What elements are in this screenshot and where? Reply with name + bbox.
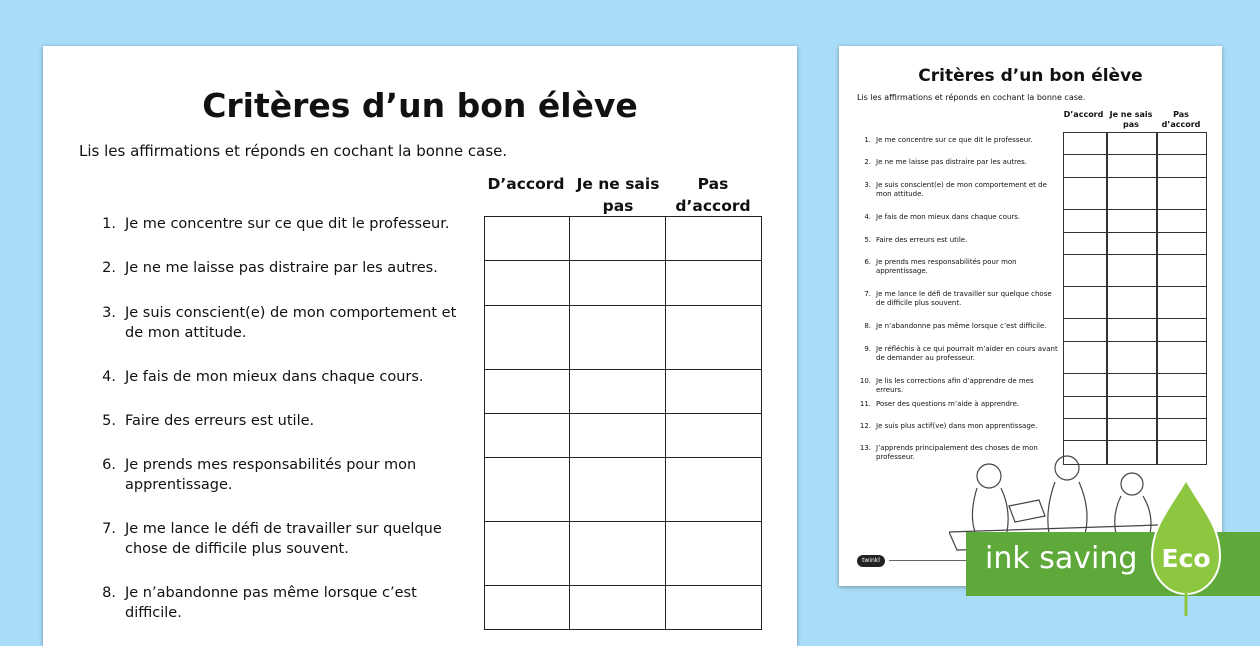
statement-number: 3.	[102, 305, 116, 321]
preview-checkbox-unsure[interactable]	[1106, 396, 1158, 419]
preview-statement-number: 12.	[859, 422, 871, 430]
preview-checkbox-disagree[interactable]	[1156, 132, 1207, 155]
preview-checkbox-agree[interactable]	[1063, 396, 1108, 419]
checkbox-agree[interactable]	[484, 521, 570, 586]
worksheet-large	[43, 46, 797, 646]
eco-label: Eco	[1161, 544, 1211, 573]
preview-statement-number: 5.	[864, 236, 871, 244]
preview-statement-item	[859, 213, 1059, 222]
statement-item	[93, 214, 468, 234]
checkbox-disagree[interactable]	[665, 585, 762, 630]
preview-statement-number: 4.	[864, 213, 871, 221]
preview-statement-text: Je réfléchis à ce qui pourrait m’aider en cours avant de demander au professeur.	[876, 345, 1058, 362]
checkbox-disagree[interactable]	[665, 369, 762, 414]
preview-statement-text: Je fais de mon mieux dans chaque cours.	[876, 213, 1021, 221]
checkbox-agree[interactable]	[484, 305, 570, 370]
checkbox-unsure[interactable]	[569, 260, 666, 306]
preview-checkbox-disagree[interactable]	[1156, 177, 1207, 210]
preview-statement-item	[859, 181, 1059, 199]
preview-statement-item	[859, 345, 1059, 363]
preview-statement-text: Je suis conscient(e) de mon comportement et de mon attitude.	[876, 181, 1047, 198]
preview-statement-item	[859, 258, 1059, 276]
preview-statement-number: 7.	[864, 290, 871, 298]
statement-item	[93, 411, 468, 431]
statement-item	[93, 583, 468, 623]
preview-statement-number: 10.	[859, 377, 871, 385]
column-header-disagree: Pas d’accord	[675, 175, 751, 215]
statement-number: 5.	[102, 413, 116, 429]
preview-checkbox-disagree[interactable]	[1156, 209, 1207, 233]
preview-checkbox-disagree[interactable]	[1156, 154, 1207, 178]
preview-statement-number: 1.	[864, 136, 871, 144]
preview-statement-text: Je me lance le défi de travailler sur quelque chose de difficile plus souvent.	[876, 290, 1052, 307]
preview-checkbox-unsure[interactable]	[1106, 154, 1158, 178]
preview-statement-number: 2.	[864, 158, 871, 166]
statement-number: 6.	[102, 457, 116, 473]
statement-text: Je me concentre sur ce que dit le professeur.	[125, 216, 450, 232]
preview-checkbox-agree[interactable]	[1063, 254, 1108, 287]
preview-checkbox-disagree[interactable]	[1156, 286, 1207, 319]
preview-checkbox-disagree[interactable]	[1156, 254, 1207, 287]
checkbox-agree[interactable]	[484, 457, 570, 522]
checkbox-disagree[interactable]	[665, 216, 762, 261]
preview-checkbox-unsure[interactable]	[1106, 318, 1158, 342]
preview-title: Critères d’un bon élève	[918, 66, 1143, 86]
preview-statement-text: Je prends mes responsabilités pour mon apprentissage.	[876, 258, 1017, 275]
preview-statement-number: 9.	[864, 345, 871, 353]
column-header-agree: D’accord	[487, 175, 565, 193]
preview-statement-number: 13.	[859, 444, 871, 452]
preview-statement-item	[859, 136, 1059, 145]
preview-statement-number: 6.	[864, 258, 871, 266]
twinkl-logo: twinkl	[857, 555, 885, 567]
preview-checkbox-unsure[interactable]	[1106, 286, 1158, 319]
preview-checkbox-disagree[interactable]	[1156, 232, 1207, 255]
preview-checkbox-unsure[interactable]	[1106, 232, 1158, 255]
checkbox-unsure[interactable]	[569, 585, 666, 630]
checkbox-disagree[interactable]	[665, 457, 762, 522]
statement-text: Je fais de mon mieux dans chaque cours.	[125, 369, 424, 385]
checkbox-agree[interactable]	[484, 369, 570, 414]
checkbox-unsure[interactable]	[569, 413, 666, 458]
checkbox-unsure[interactable]	[569, 369, 666, 414]
preview-statement-text: Je n’abandonne pas même lorsque c’est difficile.	[876, 322, 1047, 330]
preview-statement-item	[859, 422, 1059, 431]
preview-checkbox-agree[interactable]	[1063, 318, 1108, 342]
instruction-text: Lis les affirmations et réponds en cochant la bonne case.	[79, 142, 508, 160]
preview-checkbox-unsure[interactable]	[1106, 373, 1158, 397]
checkbox-agree[interactable]	[484, 260, 570, 306]
preview-statement-item	[859, 322, 1059, 331]
column-header-unsure: Je ne sais pas	[576, 175, 660, 215]
statement-item	[93, 258, 468, 278]
preview-checkbox-disagree[interactable]	[1156, 418, 1207, 441]
preview-statement-item	[859, 236, 1059, 245]
checkbox-agree[interactable]	[484, 585, 570, 630]
statement-item	[93, 519, 468, 559]
page-title: Critères d’un bon élève	[202, 86, 638, 125]
statement-number: 8.	[102, 585, 116, 601]
statement-number: 7.	[102, 521, 116, 537]
statement-text: Je suis conscient(e) de mon comportement et de mon attitude.	[125, 305, 457, 341]
preview-checkbox-unsure[interactable]	[1106, 209, 1158, 233]
preview-checkbox-unsure[interactable]	[1106, 418, 1158, 441]
preview-checkbox-agree[interactable]	[1063, 373, 1108, 397]
statement-number: 4.	[102, 369, 116, 385]
statement-number: 2.	[102, 260, 116, 276]
statement-item	[93, 303, 468, 343]
preview-statement-number: 11.	[859, 400, 871, 408]
preview-header-agree: D’accord	[1063, 110, 1104, 119]
checkbox-disagree[interactable]	[665, 305, 762, 370]
preview-checkbox-agree[interactable]	[1063, 341, 1108, 374]
preview-checkbox-unsure[interactable]	[1106, 132, 1158, 155]
preview-checkbox-agree[interactable]	[1063, 132, 1108, 155]
preview-checkbox-agree[interactable]	[1063, 154, 1108, 178]
preview-statement-text: Je suis plus actif(ve) dans mon apprentissage.	[876, 422, 1038, 430]
checkbox-disagree[interactable]	[665, 413, 762, 458]
statement-text: Je prends mes responsabilités pour mon apprentissage.	[125, 457, 417, 493]
preview-statement-number: 3.	[864, 181, 871, 189]
preview-statement-text: Poser des questions m’aide à apprendre.	[876, 400, 1020, 408]
preview-checkbox-agree[interactable]	[1063, 209, 1108, 233]
preview-statement-text: Je me concentre sur ce que dit le professeur.	[876, 136, 1033, 144]
checkbox-unsure[interactable]	[569, 521, 666, 586]
preview-checkbox-agree[interactable]	[1063, 177, 1108, 210]
preview-checkbox-agree[interactable]	[1063, 232, 1108, 255]
preview-checkbox-agree[interactable]	[1063, 418, 1108, 441]
checkbox-unsure[interactable]	[569, 216, 666, 261]
preview-checkbox-agree[interactable]	[1063, 286, 1108, 319]
preview-statement-item	[859, 400, 1059, 409]
preview-header-disagree: Pas d’accord	[1161, 110, 1201, 129]
preview-statement-text: Faire des erreurs est utile.	[876, 236, 968, 244]
preview-checkbox-disagree[interactable]	[1156, 396, 1207, 419]
preview-statement-item	[859, 377, 1059, 395]
preview-checkbox-unsure[interactable]	[1106, 254, 1158, 287]
statement-item	[93, 367, 468, 387]
preview-checkbox-disagree[interactable]	[1156, 341, 1207, 374]
preview-checkbox-unsure[interactable]	[1106, 341, 1158, 374]
checkbox-unsure[interactable]	[569, 457, 666, 522]
preview-statement-text: J’apprends principalement des choses de mon professeur.	[876, 444, 1038, 461]
preview-statement-text: Je lis les corrections afin d’apprendre de mes erreurs.	[876, 377, 1034, 394]
preview-instruction: Lis les affirmations et réponds en cochant la bonne case.	[857, 93, 1086, 102]
preview-checkbox-disagree[interactable]	[1156, 318, 1207, 342]
statement-item	[93, 455, 468, 495]
statement-text: Je n’abandonne pas même lorsque c’est difficile.	[125, 585, 417, 621]
preview-statement-text: Je ne me laisse pas distraire par les autres.	[876, 158, 1028, 166]
ink-saving-label: ink saving	[985, 541, 1138, 576]
preview-checkbox-disagree[interactable]	[1156, 373, 1207, 397]
preview-header-unsure: Je ne sais pas	[1109, 110, 1153, 129]
statement-number: 1.	[102, 216, 116, 232]
preview-checkbox-unsure[interactable]	[1106, 177, 1158, 210]
statement-text: Je ne me laisse pas distraire par les autres.	[125, 260, 438, 276]
checkbox-unsure[interactable]	[569, 305, 666, 370]
checkbox-agree[interactable]	[484, 413, 570, 458]
statement-text: Je me lance le défi de travailler sur quelque chose de difficile plus souvent.	[125, 521, 442, 557]
preview-statement-item	[859, 158, 1059, 167]
preview-statement-number: 8.	[864, 322, 871, 330]
statement-text: Faire des erreurs est utile.	[125, 413, 315, 429]
checkbox-agree[interactable]	[484, 216, 570, 261]
checkbox-disagree[interactable]	[665, 521, 762, 586]
checkbox-disagree[interactable]	[665, 260, 762, 306]
preview-statement-item	[859, 290, 1059, 308]
